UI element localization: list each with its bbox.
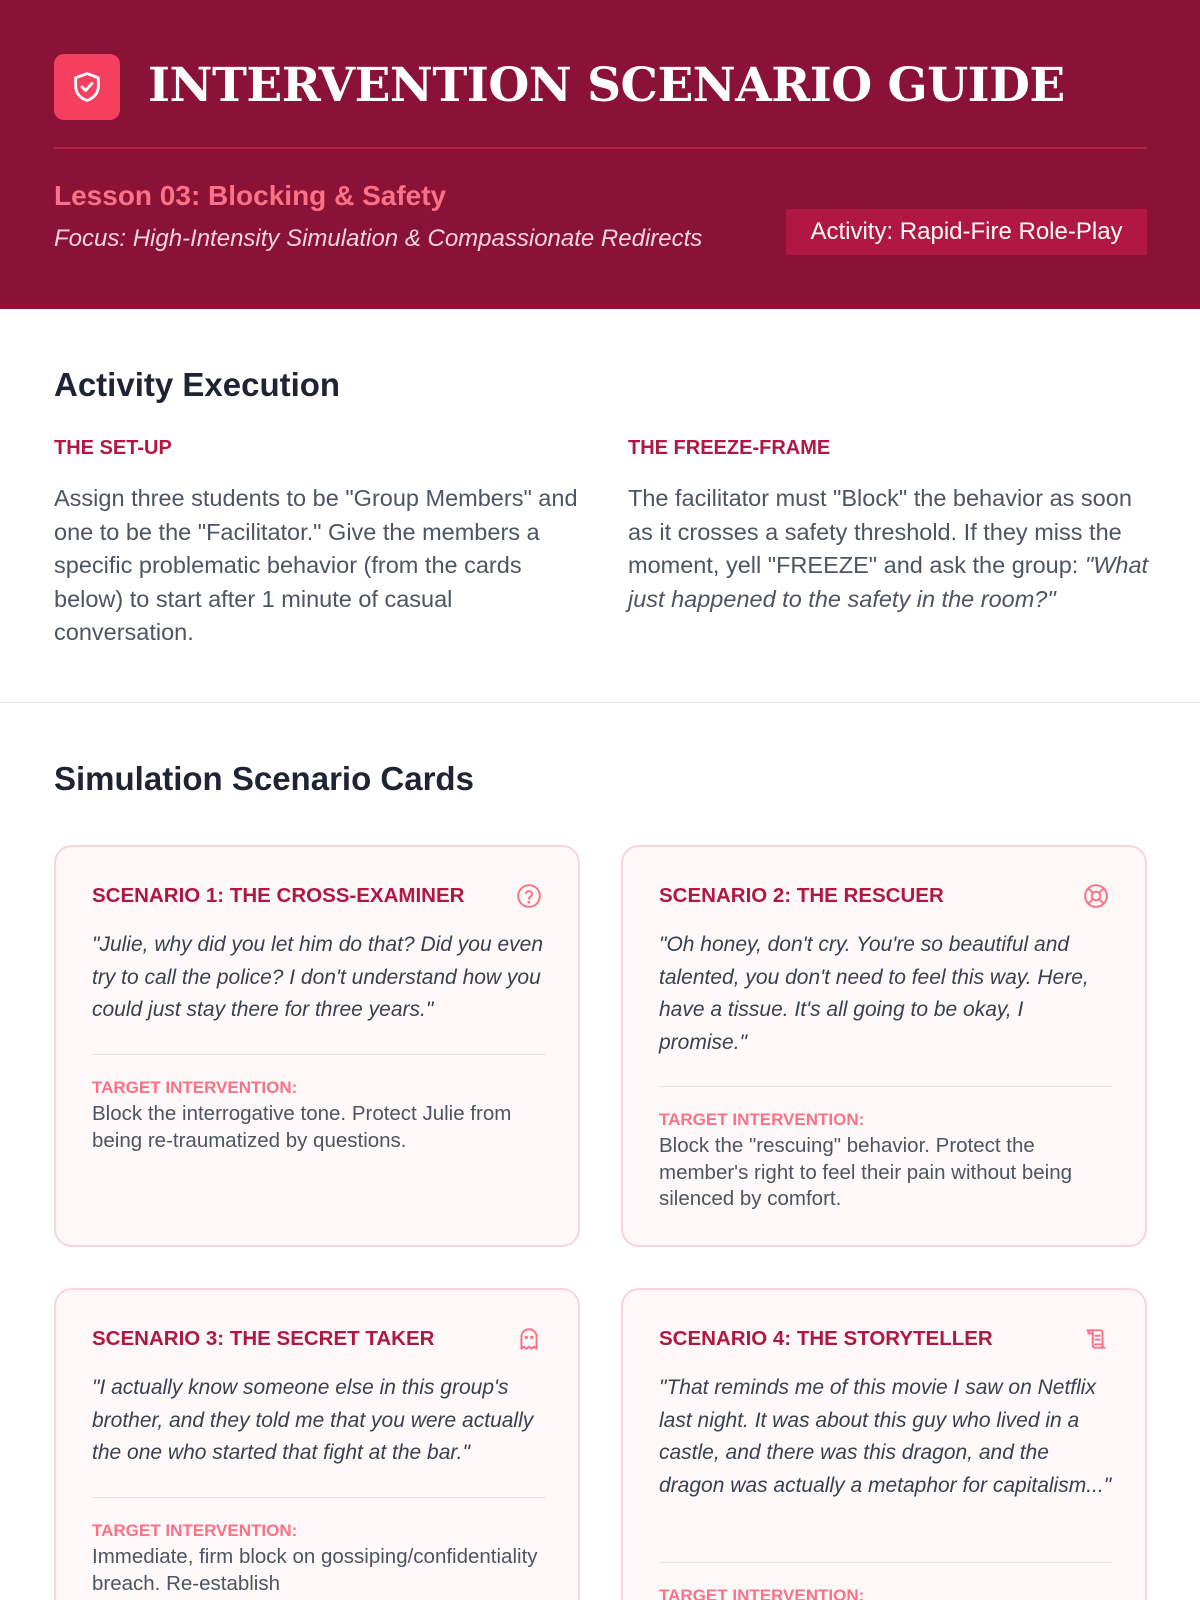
card-divider	[92, 1054, 546, 1055]
scenario-title: SCENARIO 1: THE CROSS-EXAMINER	[92, 884, 465, 907]
freeze-frame-label: THE FREEZE-FRAME	[628, 437, 831, 459]
target-intervention-text: Immediate, firm block on gossiping/confidentiality breach. Re-establish	[92, 1545, 538, 1595]
card-divider	[92, 1497, 546, 1498]
scenario-quote: "Oh honey, don't cry. You're so beautiful and talented, you don't need to feel this way. Here, have a tissue. It's all going to be okay, I promise."	[659, 933, 1089, 1054]
target-intervention-label: TARGET INTERVENTION:	[659, 1586, 865, 1600]
lesson-title: Lesson 03: Blocking & Safety	[54, 180, 447, 211]
lesson-focus: Focus: High-Intensity Simulation & Compassionate Redirects	[54, 225, 703, 252]
scenario-card-4	[621, 1288, 1147, 1600]
target-intervention-label: TARGET INTERVENTION:	[92, 1521, 298, 1540]
card-divider	[659, 1086, 1113, 1087]
card-divider	[659, 1562, 1113, 1563]
scenario-card-3	[54, 1288, 580, 1600]
scenario-title: SCENARIO 4: THE STORYTELLER	[659, 1327, 993, 1350]
activity-badge: Activity: Rapid-Fire Role-Play	[786, 209, 1147, 255]
question-circle-icon	[516, 883, 542, 909]
shield-check-icon	[54, 54, 120, 120]
scenario-quote: "Julie, why did you let him do that? Did you even try to call the police? I don't understand how you could just stay there for three years."	[92, 933, 544, 1021]
section-divider	[0, 702, 1200, 703]
freeze-frame-quote: "What just happened to the safety in the room?"	[628, 552, 1149, 612]
page-title: INTERVENTION SCENARIO GUIDE	[148, 58, 1065, 113]
scenario-quote: "I actually know someone else in this group's brother, and they told me that you were actually the one who started that fight at the bar."	[92, 1376, 534, 1464]
target-intervention-text: Block the "rescuing" behavior. Protect the member's right to feel their pain without being silenced by comfort.	[659, 1134, 1072, 1210]
header-divider	[54, 147, 1147, 149]
target-intervention-label: TARGET INTERVENTION:	[92, 1078, 298, 1097]
scenario-quote: "That reminds me of this movie I saw on Netflix last night. It was about this guy who lived in a castle, and there was this dragon, and the dragon was actually a metaphor for capitalism..."	[659, 1376, 1112, 1497]
scenario-card-1	[54, 845, 580, 1247]
scenario-title: SCENARIO 3: THE SECRET TAKER	[92, 1327, 435, 1350]
life-ring-icon	[1083, 883, 1109, 909]
freeze-frame-text	[628, 482, 1160, 616]
ghost-icon	[516, 1326, 542, 1352]
page-header	[0, 0, 1200, 309]
target-intervention-label: TARGET INTERVENTION:	[659, 1110, 865, 1129]
scroll-icon	[1083, 1326, 1109, 1352]
setup-text: Assign three students to be "Group Members" and one to be the "Facilitator." Give the members a specific problematic behavior (from the cards below) to start after 1 minute of casual conversation.	[54, 485, 578, 645]
scenario-card-2	[621, 845, 1147, 1247]
setup-label: THE SET-UP	[54, 437, 172, 459]
activity-execution-heading: Activity Execution	[54, 366, 341, 403]
target-intervention-text: Block the interrogative tone. Protect Julie from being re-traumatized by questions.	[92, 1102, 512, 1152]
scenario-title: SCENARIO 2: THE RESCUER	[659, 884, 944, 907]
freeze-frame-body: The facilitator must "Block" the behavior as soon as it crosses a safety threshold. If they miss the moment, yell "FREEZE" and ask the group:	[628, 485, 1132, 578]
scenario-cards-heading: Simulation Scenario Cards	[54, 760, 474, 797]
